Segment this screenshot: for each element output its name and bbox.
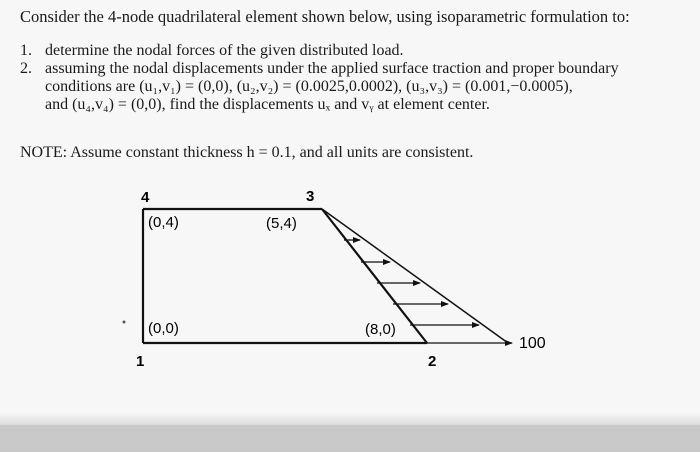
node-2-coord: (8,0) [365, 321, 396, 338]
item-1-text: determine the nodal forces of the given distributed load. [45, 42, 404, 59]
bottom-shade [0, 412, 700, 425]
item-2-line-3: and (u₄,v₄) = (0,0), find the displacements uₓ and vᵧ at element center. [45, 96, 490, 113]
bottom-band [0, 425, 700, 452]
node-4-id: 4 [141, 189, 150, 206]
item-2-number: 2. [20, 60, 32, 77]
node-4-coord: (0,4) [148, 214, 179, 231]
node-2-id: 2 [428, 353, 437, 370]
item-1-number: 1. [20, 42, 32, 59]
load-baseline [322, 209, 508, 343]
problem-intro: Consider the 4-node quadrilateral element shown below, using isoparametric formulation to: [20, 7, 630, 26]
speck [123, 321, 126, 324]
item-2-line-2: conditions are (u₁,v₁) = (0,0), (u₂,v₂) = (0.0025,0.0002), (u₃,v₃) = (0.001,−0.0005), [45, 78, 573, 95]
load-magnitude-label: 100 [519, 335, 546, 352]
note-text: NOTE: Assume constant thickness h = 0.1, and all units are consistent. [20, 144, 474, 161]
node-1-id: 1 [136, 353, 145, 370]
node-3-id: 3 [306, 188, 315, 205]
node-3-coord: (5,4) [266, 215, 297, 232]
node-1-coord: (0,0) [148, 320, 179, 337]
item-2-line-1: assuming the nodal displacements under the applied surface traction and proper boundary [45, 60, 619, 77]
